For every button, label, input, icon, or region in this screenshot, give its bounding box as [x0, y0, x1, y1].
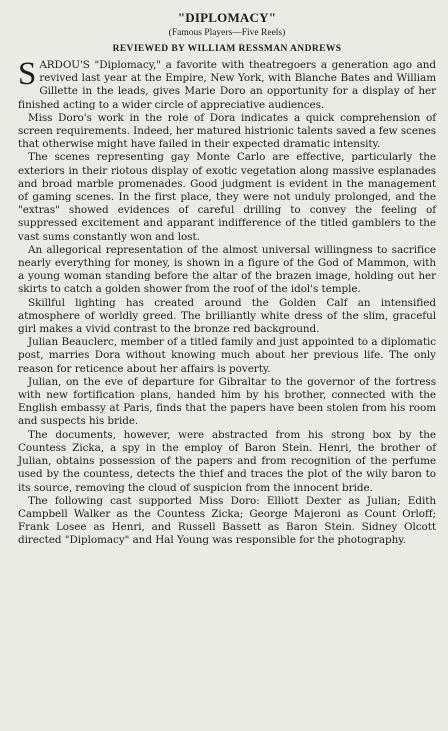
article-title: "DIPLOMACY"	[177, 10, 277, 25]
paragraph-8: The documents, however, were abstracted from his strong box by the Countess Zicka, a spy in the employ of Baron Stein. Henri, the brother of Julian, obtains possession of the papers and from recognition of the perfume used by the countess, detects the thief and traces the plot of the wily baron to its source, removing the cloud of suspicion from the innocent bride.	[18, 428, 436, 494]
article-subtitle: (Famous Players—Five Reels)	[168, 28, 286, 38]
paragraph-2: Miss Doro's work in the role of Dora indicates a quick comprehension of screen requirements. Indeed, her matured histrionic talents saved a few scenes that otherwise might have failed in their expected dramatic intensity.	[18, 111, 436, 151]
paragraph-4: An allegorical representation of the almost universal willingness to sacrifice nearly everything for money, is shown in a figure of the God of Mammon, with a young woman standing before the altar of the brazen image, holding out her skirts to catch a golden shower from the roof of the idol's temple.	[18, 243, 436, 296]
paragraph-6: Julian Beauclerc, member of a titled family and just appointed to a diplomatic post, marries Dora without knowing much about her previous life. The only reason for reticence about her affairs is poverty.	[18, 336, 436, 375]
paragraph-5: Skillful lighting has created around the Golden Calf an intensified atmosphere of worldly greed. The brilliantly white dress of the slim, graceful girl makes a vivid contrast to the bronze red background.	[18, 296, 436, 336]
paragraph-1	[18, 56, 436, 112]
article-page	[18, 10, 436, 726]
paragraph-9: The following cast supported Miss Doro: Elliott Dexter as Julian; Edith Campbell Walker as the Countess Zicka; George Majeroni as Count Orloff; Frank Losee as Henri, and Russell Bassett as Baron Stein. Sidney Olcott directed "Diplomacy" and Hal Young was responsible for the photography.	[18, 494, 436, 547]
paragraph-1-text: ARDOU'S "Diplomacy," a favorite with theatregoers a generation ago and revived last year at the Empire, New York, with Blanche Bates and William Gillette in the leads, gives Marie Doro an opportunity for a display of her finished acting to a wider circle of appreciative audiences.	[18, 59, 436, 111]
drop-cap: S	[18, 56, 37, 92]
article-byline: REVIEWED BY WILLIAM RESSMAN ANDREWS	[112, 44, 342, 54]
paragraph-3: The scenes representing gay Monte Carlo are effective, particularly the exteriors in their riotous display of exotic vegetation along massive esplanades and broad marble promenades. Good judgment is evident in the management of gaming scenes. In the first place, they were not unduly prolonged, and the "extras" showed evidences of careful drilling to convey the feeling of suppressed excitement and apparant indifference of the titled gamblers to the vast sums constantly won and lost.	[18, 151, 436, 243]
paragraph-7: Julian, on the eve of departure for Gibraltar to the governor of the fortress with new fortification plans, handed him by his brother, connected with the English embassy at Paris, finds that the papers have been stolen from his room and suspects his bride.	[18, 375, 436, 428]
article-body	[18, 56, 436, 548]
